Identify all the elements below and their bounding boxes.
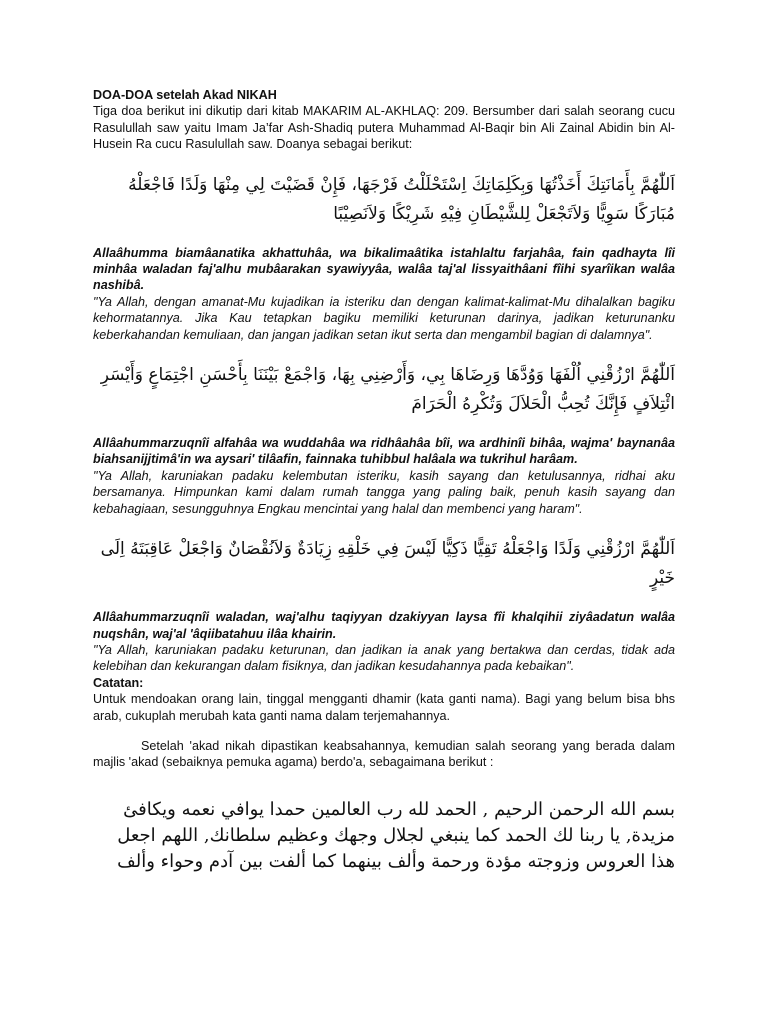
document-body <box>93 87 675 875</box>
closing-paragraph: Setelah 'akad nikah dipastikan keabsahannya, kemudian salah seorang yang berada dalam majlis 'akad (sebaiknya pemuka agama) berdo'a, sebagaimana berikut : <box>93 738 675 770</box>
closing-arabic-prayer: بسم الله الرحمن الرحيم , الحمد لله رب العالمين حمدا يوافي نعمه ويكافئ مزيدة, يا ربنا لك الحمد كما ينبغي لجلال وجهك وعظيم سلطانك, اللهم اجعل هذا العروس وزوجته مؤدة ورحمة وألف بينهما كما ألفت بين آدم وحواء وألف <box>117 798 675 872</box>
dua-3-arabic: اَللّٰهُمَّ ارْزُقْنِي وَلَدًا وَاجْعَلْهُ تَقِيًّا ذَكِيًّا لَيْسَ فِي خَلْقِهِ زِيَادَةٌ وَلاَنُقْصَانٌ وَاجْعَلْ عَاقِبَتَهُ اِلَى خَيْرٍ <box>100 539 675 589</box>
note-section <box>93 675 675 724</box>
dua-1-transliteration: Allaâhumma biamâanatika akhattuhâa, wa bikalimaâtika istahlaltu farjahâa, fain qadhayta lîi minhâa waladan faj'alhu mubâarakan syawiyyâa, walâa taj'al lissyaithâani fîihi syarîikan walâa nashibâ. <box>93 245 675 293</box>
document-title: DOA-DOA setelah Akad NIKAH <box>93 88 277 102</box>
dua-3-transliteration: Allâahummarzuqnîi waladan, waj'alhu taqiyyan dzakiyyan laysa fîi khalqihii ziyâadatun walâa nuqshân, waj'al 'âqiibatahuu ilâa khairin. <box>93 610 675 641</box>
note-text: Untuk mendoakan orang lain, tinggal mengganti dhamir (kata ganti nama). Bagi yang belum bisa bhs arab, cukuplah merubah kata ganti nama dalam terjemahannya. <box>93 692 675 723</box>
dua-1-translation: "Ya Allah, dengan amanat-Mu kujadikan ia isteriku dan dengan kalimat-kalimat-Mu dihalalkan bagiku kehormatannya. Jika Kau tetapkan bagiku memiliki keturunan darinya, jadikan keturunanku keberkahandan kemuliaan, dan jangan jadikan setan ikut serta dan mengambil bagian di dalamnya". <box>93 294 675 342</box>
dua-3-translation: "Ya Allah, karuniakan padaku keturunan, dan jadikan ia anak yang bertakwa dan cerdas, tidak ada kelebihan dan kekurangan dalam fisiknya, dan jadikan kesudahannya pada kebaikan". <box>93 642 675 674</box>
dua-block-3 <box>93 535 675 675</box>
intro-paragraph: Tiga doa berikut ini dikutip dari kitab MAKARIM AL-AKHLAQ: 209. Bersumber dari salah seorang cucu Rasulullah saw yaitu Imam Ja’far Ash-Shadiq putera Muhammad Al-Baqir bin Ali Zainal Abidin bin Al-Husein Ra cucu Rasulullah saw. Doanya sebagai berikut: <box>93 104 675 152</box>
dua-2-transliteration: Allâahummarzuqnîi alfahâa wa wuddahâa wa ridhâahâa bîi, wa ardhinîi bihâa, wajma' baynanâa biahsanijjtimâ'in wa aysari' tilâafin, fainnaka tuhibbul halâala wa tukrihul harâam. <box>93 436 675 467</box>
dua-block-2 <box>93 361 675 517</box>
dua-2-translation: "Ya Allah, karuniakan padaku kelembutan isteriku, kasih sayang dan ketulusannya, ridhai aku bersamanya. Himpunkan kami dalam rumah tangga yang paling baik, penuh kasih sayang dan kebahagiaan, sesungguhnya Engkau mencintai yang halal dan membenci yang haram". <box>93 468 675 516</box>
dua-block-1 <box>93 171 675 343</box>
note-title: Catatan: <box>93 675 144 690</box>
dua-1-arabic: اَللّٰهُمَّ بِأَمَانَتِكَ أَخَذْتُهَا وَبِكَلِمَاتِكَ اِسْتَحْلَلْتُ فَرْجَهَا، فَإِنْ قَضَيْتَ لِي مِنْهَا وَلَدًا فَاجْعَلْهُ مُبَارَكًا سَوِيًّا وَلاَتَجْعَلْ لِلشَّيْطَانِ فِيْهِ شَرِيْكًا وَلاَنَصِيْبًا <box>128 174 675 224</box>
dua-2-arabic: اَللّٰهُمَّ ارْزُقْنِي اُلْفَهَا وَوُدَّهَا وَرِضَاهَا بِي، وَأَرْضِنِي بِهَا، وَاجْمَعْ بَيْنَنَا بِأَحْسَنِ اجْتِمَاعٍ وَأَيْسَرِ ائْتِلاَفٍ فَإِنَّكَ تُحِبُّ الْحَلاَلَ وَتُكْرِهُ الْحَرَامَ <box>100 365 675 415</box>
